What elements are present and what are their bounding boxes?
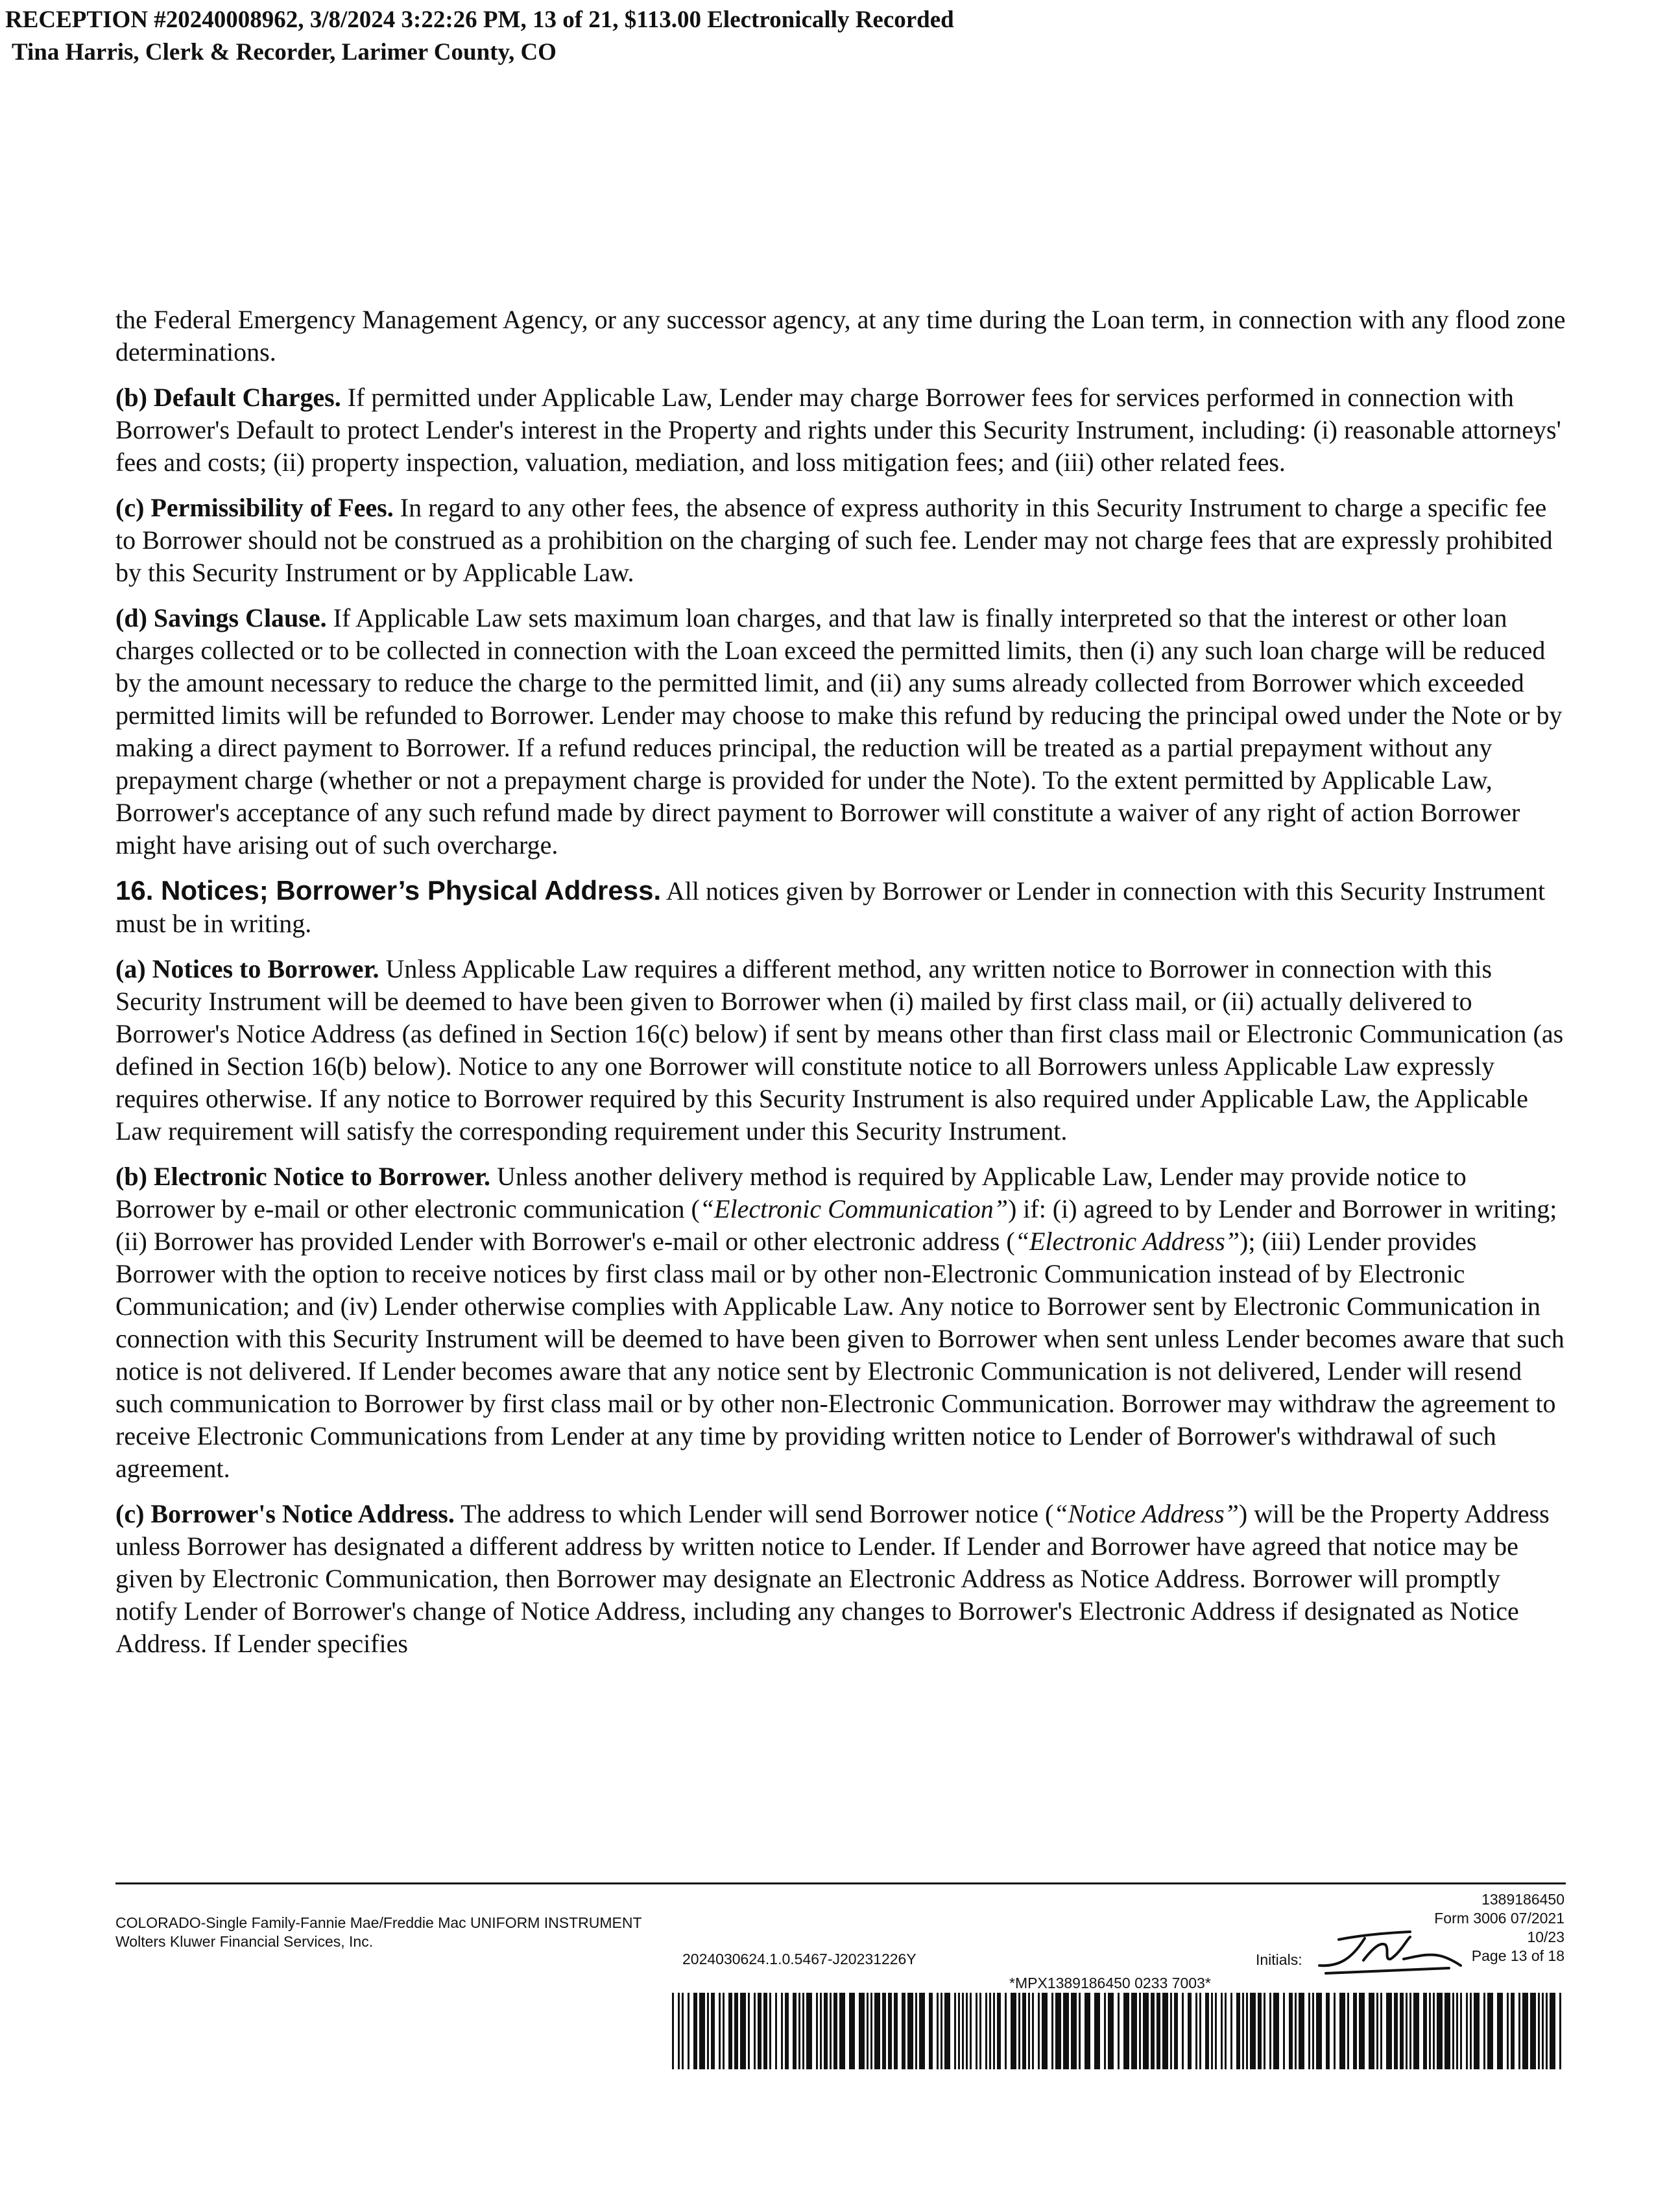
barcode-bar	[1423, 1993, 1427, 2069]
barcode-bar	[1339, 1993, 1345, 2069]
barcode-bar	[902, 1993, 905, 2069]
barcode-bar	[1542, 1993, 1544, 2069]
barcode-bar	[1225, 1993, 1227, 2069]
barcode-bar	[1316, 1993, 1322, 2069]
barcode-bar	[867, 1993, 869, 2069]
barcode-bar	[915, 1993, 917, 2069]
barcode-bar	[1230, 1993, 1232, 2069]
electronic-notice-heading: (b) Electronic Notice to Borrower.	[115, 1162, 490, 1191]
barcode-bar	[993, 1993, 995, 2069]
footer-divider	[115, 1882, 1566, 1884]
barcode-bar	[859, 1993, 865, 2069]
barcode-bar	[1511, 1993, 1515, 2069]
barcode-bar	[1400, 1993, 1404, 2069]
barcode-bar	[1038, 1993, 1040, 2069]
barcode-bar	[1018, 1993, 1020, 2069]
barcode-bar	[1530, 1993, 1536, 2069]
default-charges-heading: (b) Default Charges.	[115, 383, 341, 412]
barcode-bar	[1139, 1993, 1141, 2069]
barcode-bar	[1104, 1993, 1106, 2069]
barcode-bar	[1433, 1993, 1435, 2069]
barcode-bar	[1174, 1993, 1178, 2069]
barcode-bar	[1157, 1993, 1160, 2069]
barcode-bar	[1369, 1993, 1374, 2069]
notices-to-borrower-heading: (a) Notices to Borrower.	[115, 954, 379, 983]
section-16-notices: 16. Notices; Borrower’s Physical Address. All notices given by Borrower or Lender in connection with this Security Instrument must be in writing.	[115, 875, 1546, 938]
barcode-bar	[989, 1993, 991, 2069]
barcode-bar	[979, 1993, 981, 2069]
paragraph-savings-clause: (d) Savings Clause. If Applicable Law sets maximum loan charges, and that law is finally interpreted so that the interest or other loan charges collected or to be collected in connection with the Loan exceed the permitted limits, then (i) any such loan charge will be reduced by the amount necessary to reduce the charge to the permitted limit, and (ii) any sums already collected from Borrower which exceeded permitted limits will be refunded to Borrower. Lender may choose to make this refund by reducing the principal owed under the Note or by making a direct payment to Borrower. If a refund reduces principal, the reduction will be treated as a partial prepayment without any prepayment charge (whether or not a prepayment charge is provided for under the Note). To the extent permitted by Applicable Law, Borrower's acceptance of any such refund made by direct payment to Borrower will constitute a waiver of any right of action Borrower might have arising out of such overcharge.	[115, 603, 1563, 860]
barcode-bar	[816, 1993, 818, 2069]
barcode-bar	[711, 1993, 715, 2069]
barcode-bar	[781, 1993, 783, 2069]
barcode-bar	[1188, 1993, 1192, 2069]
barcode-bar	[758, 1993, 761, 2069]
barcode-bar	[976, 1993, 977, 2069]
barcode-bar	[849, 1993, 855, 2069]
barcode-bar	[1005, 1993, 1007, 2069]
barcode-bar	[820, 1993, 822, 2069]
barcode-bar	[1151, 1993, 1155, 2069]
barcode-bar	[1376, 1993, 1378, 2069]
revision: 10/23	[1527, 1929, 1564, 1945]
barcode-bar	[1108, 1993, 1114, 2069]
barcode-bar	[1437, 1993, 1443, 2069]
barcode-bar	[824, 1993, 828, 2069]
barcode	[672, 1993, 1564, 2069]
notice-address-heading: (c) Borrower's Notice Address.	[115, 1499, 455, 1528]
barcode-bar	[1242, 1993, 1244, 2069]
barcode-bar	[1042, 1993, 1048, 2069]
barcode-bar	[1195, 1993, 1197, 2069]
barcode-bar	[785, 1993, 789, 2069]
barcode-bar	[1055, 1993, 1061, 2069]
barcode-bar	[748, 1993, 750, 2069]
barcode-bar	[1487, 1993, 1493, 2069]
barcode-bar	[1470, 1993, 1472, 2069]
paragraph-notices-to-borrower: (a) Notices to Borrower. Unless Applicable Law requires a different method, any written notice to Borrower in connection with this Security Instrument will be deemed to have been given to Borrower when (i) mailed by first class mail, or (ii) actually delivered to Borrower's Notice Address (as defined in Section 16(c) below) if sent by means other than first class mail or Electronic Communication (as defined in Section 16(b) below). Notice to any one Borrower will constitute notice to all Borrowers unless Applicable Law expressly requires otherwise. If any notice to Borrower required by this Security Instrument is also required under Applicable Law, the Applicable Law requirement will satisfy the corresponding requirement under this Security Instrument.	[115, 954, 1564, 1146]
barcode-bar	[1326, 1993, 1330, 2069]
barcode-bar	[1143, 1993, 1149, 2069]
barcode-bar	[997, 1993, 1001, 2069]
barcode-bar	[693, 1993, 697, 2069]
barcode-bar	[1221, 1993, 1223, 2069]
paragraph-notice-address: (c) Borrower's Notice Address. The address to which Lender will send Borrower notice (“Notice Address”) will be the Property Address unless Borrower has designated a different address by written notice to Lender. If Lender and Borrower have agreed that notice may be given by Electronic Communication, then Borrower may designate an Electronic Address as Notice Address. Borrower will promptly notify Lender of Borrower's change of Notice Address, including any changes to Borrower's Electronic Address if designated as Notice Address. If Lender specifies	[115, 1499, 1550, 1658]
barcode-bar	[688, 1993, 689, 2069]
barcode-bar	[1269, 1993, 1271, 2069]
barcode-bar	[1452, 1993, 1454, 2069]
barcode-bar	[1460, 1993, 1462, 2069]
barcode-bar	[793, 1993, 797, 2069]
barcode-bar	[1123, 1993, 1129, 2069]
barcode-bar	[1295, 1993, 1297, 2069]
recording-line-1: RECEPTION #20240008962, 3/8/2024 3:22:26 PM, 13 of 21, $113.00 Electronically Recorded	[5, 6, 954, 33]
barcode-bar	[1308, 1993, 1310, 2069]
barcode-bar	[882, 1993, 886, 2069]
barcode-bar	[1334, 1993, 1336, 2069]
barcode-bar	[707, 1993, 709, 2069]
barcode-bar	[954, 1993, 956, 2069]
barcode-bar	[1182, 1993, 1184, 2069]
paragraph-intro: the Federal Emergency Management Agency, or any successor agency, at any time during the Loan term, in connection with any flood zone determinations.	[115, 305, 1566, 367]
barcode-bar	[830, 1993, 832, 2069]
barcode-bar	[723, 1993, 725, 2069]
barcode-bar	[763, 1993, 767, 2069]
barcode-bar	[1413, 1993, 1419, 2069]
barcode-bar	[970, 1993, 972, 2069]
barcode-bar	[1386, 1993, 1392, 2069]
barcode-bar	[888, 1993, 892, 2069]
barcode-bar	[1546, 1993, 1548, 2069]
barcode-bar	[833, 1993, 837, 2069]
barcode-bar	[672, 1993, 674, 2069]
initials-label: Initials:	[1256, 1951, 1302, 1968]
barcode-bar	[1283, 1993, 1285, 2069]
barcode-bar	[1359, 1993, 1365, 2069]
paragraph-permissibility-of-fees: (c) Permissibility of Fees. In regard to any other fees, the absence of express authority in this Security Instrument to charge a specific fee to Borrower should not be construed as a prohibition on the charging of such fee. Lender may not charge fees that are expressly prohibited by this Security Instrument or by Applicable Law.	[115, 493, 1553, 587]
barcode-bar	[874, 1993, 880, 2069]
savings-clause-heading: (d) Savings Clause.	[115, 603, 327, 632]
document-body	[115, 304, 1566, 1673]
barcode-bar	[1522, 1993, 1528, 2069]
barcode-bar	[1550, 1993, 1555, 2069]
barcode-bar	[1312, 1993, 1314, 2069]
barcode-bar	[985, 1993, 987, 2069]
barcode-bar	[802, 1993, 804, 2069]
barcode-bar	[734, 1993, 738, 2069]
barcode-bar	[1299, 1993, 1304, 2069]
barcode-bar	[1518, 1993, 1520, 2069]
barcode-bar	[1211, 1993, 1213, 2069]
barcode-bar	[894, 1993, 898, 2069]
barcode-bar	[944, 1993, 950, 2069]
form-number: Form 3006 07/2021	[1434, 1910, 1564, 1927]
paragraph-electronic-notice: (b) Electronic Notice to Borrower. Unless another delivery method is required by Applicable Law, Lender may provide notice to Borrower by e-mail or other electronic communication (“Electronic Communication”) if: (i) agreed to by Lender and Borrower in writing; (ii) Borrower has provided Lender with Borrower's e-mail or other electronic address (“Electronic Address”); (iii) Lender provides Borrower with the option to receive notices by first class mail or by other non-Electronic Communication instead of by Electronic Communication; and (iv) Lender otherwise complies with Applicable Law. Any notice to Borrower sent by Electronic Communication in connection with this Security Instrument will be deemed to have been given to Borrower when sent unless Lender becomes aware that such notice is not delivered. If Lender becomes aware that any notice sent by Electronic Communication is not delivered, Lender will resend such communication to Borrower by first class mail or by other non-Electronic Communication. Borrower may withdraw the agreement to receive Electronic Communications from Lender at any time by providing written notice to Lender of Borrower's withdrawal of such agreement.	[115, 1162, 1564, 1483]
barcode-bar	[682, 1993, 684, 2069]
barcode-bar	[1258, 1993, 1262, 2069]
recording-stamp	[5, 4, 954, 69]
barcode-bar	[1406, 1993, 1408, 2069]
barcode-bar	[1394, 1993, 1398, 2069]
barcode-bar	[1538, 1993, 1540, 2069]
barcode-bar	[1250, 1993, 1256, 2069]
barcode-bar	[1118, 1993, 1120, 2069]
barcode-bar	[1215, 1993, 1217, 2069]
footer-form-title: COLORADO-Single Family-Fannie Mae/Freddie Mac UNIFORM INSTRUMENT Wolters Kluwer Financial Services, Inc.	[115, 1914, 642, 1950]
barcode-bar	[719, 1993, 721, 2069]
section-16-heading: 16. Notices; Borrower’s Physical Address.	[115, 875, 662, 906]
barcode-bar	[962, 1993, 964, 2069]
barcode-bar	[678, 1993, 680, 2069]
barcode-bar	[1079, 1993, 1081, 2069]
barcode-bar	[1063, 1993, 1069, 2069]
footer-doc-code: 2024030624.1.0.5467-J20231226Y	[682, 1951, 917, 1967]
initials-signature	[1313, 1920, 1462, 1980]
barcode-bar	[1347, 1993, 1349, 2069]
barcode-bar	[798, 1993, 800, 2069]
barcode-bar	[806, 1993, 812, 2069]
barcode-bar	[775, 1993, 777, 2069]
barcode-bar	[937, 1993, 939, 2069]
barcode-bar	[1289, 1993, 1293, 2069]
barcode-bar	[754, 1993, 756, 2069]
barcode-bar	[1094, 1993, 1100, 2069]
barcode-bar	[740, 1993, 746, 2069]
barcode-bar	[1429, 1993, 1431, 2069]
barcode-bar	[1409, 1993, 1411, 2069]
barcode-bar	[958, 1993, 960, 2069]
page-number: Page 13 of 18	[1471, 1947, 1564, 1964]
barcode-bar	[1028, 1993, 1030, 2069]
barcode-bar	[1507, 1993, 1509, 2069]
barcode-bar	[1497, 1993, 1503, 2069]
barcode-bar	[1246, 1993, 1248, 2069]
barcode-bar	[1353, 1993, 1357, 2069]
barcode-bar	[1264, 1993, 1265, 2069]
barcode-bar	[1051, 1993, 1053, 2069]
barcode-bar	[1071, 1993, 1077, 2069]
barcode-bar	[1205, 1993, 1209, 2069]
recording-line-2: Tina Harris, Clerk & Recorder, Larimer County, CO	[12, 39, 557, 66]
barcode-bar	[1032, 1993, 1034, 2069]
barcode-bar	[699, 1993, 705, 2069]
barcode-bar	[907, 1993, 913, 2069]
barcode-bar	[1022, 1993, 1026, 2069]
barcode-bar	[1474, 1993, 1480, 2069]
barcode-bar	[929, 1993, 933, 2069]
barcode-bar	[1199, 1993, 1201, 2069]
barcode-bar	[1170, 1993, 1172, 2069]
barcode-bar	[1085, 1993, 1090, 2069]
loan-number: 1389186450	[1481, 1891, 1564, 1908]
barcode-bar	[1162, 1993, 1168, 2069]
barcode-bar	[1444, 1993, 1450, 2069]
barcode-bar	[1483, 1993, 1485, 2069]
barcode-bar	[1466, 1993, 1468, 2069]
barcode-bar	[1131, 1993, 1137, 2069]
barcode-bar	[1236, 1993, 1240, 2069]
barcode-bar	[919, 1993, 925, 2069]
barcode-bar	[839, 1993, 845, 2069]
barcode-bar	[941, 1993, 942, 2069]
barcode-bar	[1011, 1993, 1016, 2069]
permissibility-heading: (c) Permissibility of Fees.	[115, 493, 394, 522]
barcode-bar	[1456, 1993, 1458, 2069]
barcode-bar	[1380, 1993, 1382, 2069]
barcode-bar	[966, 1993, 968, 2069]
barcode-bar	[1559, 1993, 1561, 2069]
barcode-label: *MPX1389186450 0233 7003*	[1009, 1975, 1211, 1991]
barcode-bar	[728, 1993, 732, 2069]
paragraph-default-charges: (b) Default Charges. If permitted under Applicable Law, Lender may charge Borrower fees for services performed in connection with Borrower's Default to protect Lender's interest in the Property and rights under this Security Instrument, including: (i) reasonable attorneys' fees and costs; (ii) property inspection, valuation, mediation, and loss mitigation fees; and (iii) other related fees.	[115, 383, 1561, 477]
barcode-bar	[870, 1993, 872, 2069]
barcode-bar	[769, 1993, 771, 2069]
barcode-bar	[1273, 1993, 1279, 2069]
